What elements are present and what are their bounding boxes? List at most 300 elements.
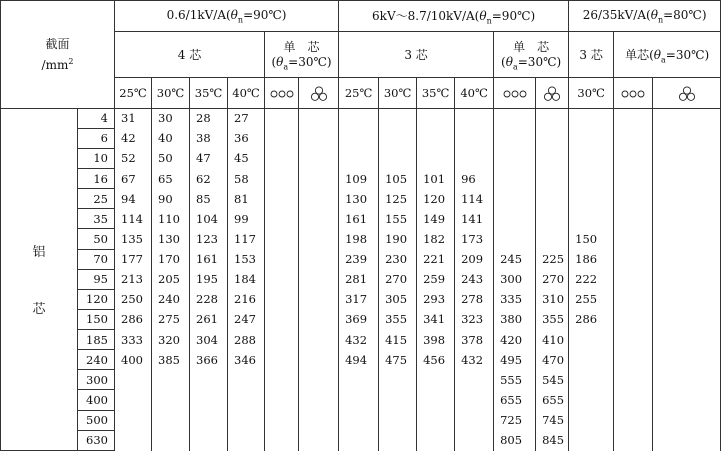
cross-section-size: 35 [78, 209, 115, 229]
table-cell [265, 309, 299, 329]
table-cell [569, 410, 614, 430]
g3-prefix: 26/35kV/A( [582, 7, 651, 22]
table-cell: 28 [190, 108, 228, 128]
table-cell: 270 [379, 269, 417, 289]
table-cell [653, 370, 721, 390]
table-cell [417, 390, 455, 410]
table-cell: 293 [417, 289, 455, 309]
table-cell: 155 [379, 209, 417, 229]
table-cell [569, 148, 614, 168]
table-cell [115, 370, 152, 390]
g3-suffix: =80℃) [663, 7, 707, 22]
table-cell [536, 148, 569, 168]
corner-section-label: 截面 [45, 36, 70, 51]
table-cell: 52 [115, 148, 152, 168]
table-cell [536, 108, 569, 128]
table-cell [379, 410, 417, 430]
table-cell [339, 108, 379, 128]
table-cell: 805 [494, 430, 536, 450]
table-cell: 415 [379, 330, 417, 350]
table-cell [653, 390, 721, 410]
table-cell [614, 330, 653, 350]
table-cell: 135 [115, 229, 152, 249]
table-cell: 286 [115, 309, 152, 329]
table-cell [455, 390, 494, 410]
table-cell: 153 [228, 249, 265, 269]
table-cell: 745 [536, 410, 569, 430]
table-cell: 85 [190, 189, 228, 209]
trefoil-formation-icon [653, 78, 721, 108]
table-cell [299, 229, 339, 249]
table-row [1, 209, 721, 229]
table-cell: 114 [115, 209, 152, 229]
table-cell [299, 209, 339, 229]
table-cell: 335 [494, 289, 536, 309]
table-cell [653, 269, 721, 289]
cross-section-size: 16 [78, 168, 115, 188]
table-cell: 195 [190, 269, 228, 289]
table-cell [299, 430, 339, 450]
table-cell [614, 168, 653, 188]
table-cell: 42 [115, 128, 152, 148]
table-cell: 65 [152, 168, 190, 188]
table-cell [614, 229, 653, 249]
table-cell [339, 410, 379, 430]
g2-prefix: 6kV～8.7/10kV/A( [372, 8, 480, 23]
cross-section-size: 120 [78, 289, 115, 309]
table-cell: 190 [379, 229, 417, 249]
table-cell [265, 229, 299, 249]
table-row [1, 128, 721, 148]
table-cell [494, 189, 536, 209]
table-cell [299, 370, 339, 390]
header-three-core-g3: 3 芯 [569, 32, 614, 78]
table-cell: 101 [417, 168, 455, 188]
flat-formation-icon [494, 78, 536, 108]
table-cell [265, 390, 299, 410]
g2-single-paren-post: =30℃) [517, 55, 562, 70]
g1-suffix: =90℃) [243, 7, 287, 22]
table-cell [455, 148, 494, 168]
header-single-core-g1 [265, 32, 339, 78]
table-cell: 300 [494, 269, 536, 289]
table-cell: 221 [417, 249, 455, 269]
table-cell [494, 168, 536, 188]
table-row [1, 249, 721, 269]
g3-single-sub: a [661, 54, 666, 64]
table-cell [265, 189, 299, 209]
table-cell: 228 [190, 289, 228, 309]
temp-g2-35: 35℃ [417, 78, 455, 108]
header-group-35kv [569, 1, 721, 32]
table-cell: 432 [455, 350, 494, 370]
table-cell: 725 [494, 410, 536, 430]
table-cell [614, 128, 653, 148]
header-group-10kv [339, 1, 569, 32]
table-cell: 555 [494, 370, 536, 390]
table-cell [569, 108, 614, 128]
table-cell: 333 [115, 330, 152, 350]
table-cell [653, 229, 721, 249]
g1-prefix: 0.6/1kV/A( [166, 7, 231, 22]
g3-single-theta: θ [653, 47, 662, 62]
cross-section-size: 630 [78, 430, 115, 450]
table-cell: 286 [569, 309, 614, 329]
table-cell [299, 330, 339, 350]
table-cell: 278 [455, 289, 494, 309]
table-cell [379, 108, 417, 128]
table-cell [653, 350, 721, 370]
table-cell: 369 [339, 309, 379, 329]
table-cell: 105 [379, 168, 417, 188]
table-cell: 288 [228, 330, 265, 350]
table-cell [653, 309, 721, 329]
table-cell: 67 [115, 168, 152, 188]
table-cell [379, 430, 417, 450]
table-row [1, 108, 721, 128]
g3-theta: θ [650, 7, 658, 22]
table-row [1, 330, 721, 350]
cross-section-size: 70 [78, 249, 115, 269]
table-cell [455, 410, 494, 430]
table-cell [569, 128, 614, 148]
cross-section-size: 4 [78, 108, 115, 128]
table-cell: 117 [228, 229, 265, 249]
corner-unit-label: /mm [41, 57, 69, 72]
table-cell: 141 [455, 209, 494, 229]
table-cell: 36 [228, 128, 265, 148]
table-cell [152, 430, 190, 450]
table-row [1, 148, 721, 168]
table-cell: 432 [339, 330, 379, 350]
table-cell [494, 148, 536, 168]
table-cell [265, 370, 299, 390]
table-cell: 209 [455, 249, 494, 269]
table-cell: 304 [190, 330, 228, 350]
table-cell [265, 108, 299, 128]
g2-single-title: 单 芯 [513, 40, 550, 55]
table-cell [228, 430, 265, 450]
table-cell: 110 [152, 209, 190, 229]
table-cell: 456 [417, 350, 455, 370]
g2-single-paren-pre: ( [501, 55, 506, 70]
table-cell [417, 410, 455, 430]
table-cell [379, 390, 417, 410]
header-four-core: 4 芯 [115, 32, 265, 78]
table-cell: 420 [494, 330, 536, 350]
table-cell: 259 [417, 269, 455, 289]
g2-sub: n [486, 16, 492, 26]
temp-g3-30: 30℃ [569, 78, 614, 108]
table-cell: 114 [455, 189, 494, 209]
table-cell [379, 148, 417, 168]
table-cell: 380 [494, 309, 536, 329]
cross-section-size: 300 [78, 370, 115, 390]
table-cell [569, 189, 614, 209]
table-cell [228, 410, 265, 430]
table-cell: 320 [152, 330, 190, 350]
table-cell [536, 209, 569, 229]
table-cell [536, 168, 569, 188]
g2-suffix: =90℃) [491, 8, 536, 23]
temp-g1-40: 40℃ [228, 78, 265, 108]
temp-g1-30: 30℃ [152, 78, 190, 108]
table-cell [299, 390, 339, 410]
table-cell: 104 [190, 209, 228, 229]
table-cell [569, 370, 614, 390]
table-cell [569, 430, 614, 450]
table-cell [299, 309, 339, 329]
table-cell [265, 148, 299, 168]
table-cell [379, 128, 417, 148]
table-row [1, 229, 721, 249]
material-label [1, 108, 78, 450]
cross-section-size: 500 [78, 410, 115, 430]
temp-g1-25: 25℃ [115, 78, 152, 108]
table-cell [265, 249, 299, 269]
table-cell [417, 430, 455, 450]
flat-formation-icon [614, 78, 653, 108]
table-row [1, 309, 721, 329]
table-cell: 81 [228, 189, 265, 209]
temp-g1-35: 35℃ [190, 78, 228, 108]
table-cell [299, 108, 339, 128]
table-cell: 173 [455, 229, 494, 249]
table-cell: 90 [152, 189, 190, 209]
g1-sub: n [237, 15, 244, 25]
table-cell [653, 128, 721, 148]
table-cell [339, 390, 379, 410]
table-cell: 109 [339, 168, 379, 188]
table-cell: 62 [190, 168, 228, 188]
temp-g2-25: 25℃ [339, 78, 379, 108]
table-cell [115, 430, 152, 450]
table-cell: 398 [417, 330, 455, 350]
table-cell: 410 [536, 330, 569, 350]
table-cell [417, 128, 455, 148]
flat-formation-icon [265, 78, 299, 108]
table-cell [614, 410, 653, 430]
table-cell [614, 370, 653, 390]
table-cell [299, 289, 339, 309]
table-cell [299, 410, 339, 430]
table-cell [614, 309, 653, 329]
table-cell: 346 [228, 350, 265, 370]
table-cell [569, 168, 614, 188]
table-cell [455, 370, 494, 390]
table-cell: 213 [115, 269, 152, 289]
table-cell [265, 330, 299, 350]
g1-single-paren-pre: ( [271, 55, 277, 70]
table-cell: 305 [379, 289, 417, 309]
table-cell: 186 [569, 249, 614, 269]
table-cell: 170 [152, 249, 190, 269]
material-label-bottom: 芯 [32, 302, 46, 318]
table-cell [339, 370, 379, 390]
table-cell: 120 [417, 189, 455, 209]
table-cell [494, 108, 536, 128]
table-cell [569, 209, 614, 229]
table-cell [299, 148, 339, 168]
table-cell [653, 108, 721, 128]
table-cell [339, 430, 379, 450]
table-cell [569, 330, 614, 350]
header-corner [1, 1, 115, 109]
table-cell: 366 [190, 350, 228, 370]
table-cell: 545 [536, 370, 569, 390]
table-cell [536, 128, 569, 148]
table-cell: 317 [339, 289, 379, 309]
table-cell: 47 [190, 148, 228, 168]
table-cell: 150 [569, 229, 614, 249]
table-row [1, 168, 721, 188]
corner-unit-sup: 2 [68, 56, 74, 66]
table-cell [417, 370, 455, 390]
g1-single-theta: θ [276, 55, 284, 70]
table-cell: 30 [152, 108, 190, 128]
g3-single-post: =30℃) [665, 47, 710, 62]
table-cell: 341 [417, 309, 455, 329]
table-cell [569, 390, 614, 410]
table-cell: 94 [115, 189, 152, 209]
table-cell [265, 209, 299, 229]
table-cell [299, 269, 339, 289]
table-row [1, 390, 721, 410]
table-cell [455, 128, 494, 148]
table-cell [653, 289, 721, 309]
cross-section-size: 240 [78, 350, 115, 370]
table-cell [339, 128, 379, 148]
table-cell [265, 128, 299, 148]
table-cell: 310 [536, 289, 569, 309]
table-cell: 281 [339, 269, 379, 289]
table-cell: 198 [339, 229, 379, 249]
table-cell [653, 330, 721, 350]
table-cell: 385 [152, 350, 190, 370]
table-row [1, 289, 721, 309]
header-group-1kv [115, 1, 339, 32]
trefoil-formation-icon [299, 78, 339, 108]
table-cell [536, 189, 569, 209]
table-cell [653, 430, 721, 450]
g3-single-pre: 单芯( [625, 47, 654, 62]
table-cell: 845 [536, 430, 569, 450]
table-cell [265, 168, 299, 188]
table-cell [653, 249, 721, 269]
table-cell: 27 [228, 108, 265, 128]
table-cell: 355 [379, 309, 417, 329]
table-cell: 222 [569, 269, 614, 289]
g1-theta: θ [230, 7, 238, 22]
cross-section-size: 400 [78, 390, 115, 410]
table-cell: 99 [228, 209, 265, 229]
g2-single-theta: θ [505, 55, 513, 70]
table-cell [417, 148, 455, 168]
table-cell [265, 269, 299, 289]
table-cell: 130 [152, 229, 190, 249]
cross-section-size: 6 [78, 128, 115, 148]
table-cell [299, 128, 339, 148]
table-cell: 655 [494, 390, 536, 410]
table-cell [152, 410, 190, 430]
cross-section-size: 150 [78, 309, 115, 329]
table-cell: 250 [115, 289, 152, 309]
table-cell [417, 108, 455, 128]
table-cell [614, 148, 653, 168]
table-cell [614, 108, 653, 128]
table-cell: 355 [536, 309, 569, 329]
table-cell: 275 [152, 309, 190, 329]
material-label-top: 铝 [32, 245, 46, 261]
cross-section-size: 185 [78, 330, 115, 350]
cross-section-size: 50 [78, 229, 115, 249]
g2-theta: θ [479, 8, 487, 23]
table-cell [494, 229, 536, 249]
table-cell: 130 [339, 189, 379, 209]
table-cell [152, 390, 190, 410]
table-row [1, 370, 721, 390]
table-cell: 400 [115, 350, 152, 370]
table-cell: 378 [455, 330, 494, 350]
table-cell [614, 289, 653, 309]
table-cell: 655 [536, 390, 569, 410]
table-cell: 177 [115, 249, 152, 269]
table-cell: 149 [417, 209, 455, 229]
table-cell [299, 249, 339, 269]
table-cell: 184 [228, 269, 265, 289]
table-cell [265, 289, 299, 309]
trefoil-formation-icon [536, 78, 569, 108]
table-cell [494, 128, 536, 148]
table-cell: 239 [339, 249, 379, 269]
table-cell [614, 249, 653, 269]
table-cell: 230 [379, 249, 417, 269]
cross-section-size: 25 [78, 189, 115, 209]
table-cell: 125 [379, 189, 417, 209]
temp-g2-30: 30℃ [379, 78, 417, 108]
table-cell [653, 148, 721, 168]
table-cell [569, 350, 614, 370]
header-three-core: 3 芯 [339, 32, 494, 78]
table-cell: 470 [536, 350, 569, 370]
table-cell: 123 [190, 229, 228, 249]
table-body [1, 108, 721, 450]
table-cell [379, 370, 417, 390]
table-cell [653, 189, 721, 209]
g1-single-sub: a [283, 62, 289, 72]
temp-g2-40: 40℃ [455, 78, 494, 108]
cross-section-size: 10 [78, 148, 115, 168]
table-cell: 216 [228, 289, 265, 309]
table-cell: 255 [569, 289, 614, 309]
table-cell [190, 410, 228, 430]
table-cell [152, 370, 190, 390]
table-cell [190, 430, 228, 450]
table-cell: 161 [339, 209, 379, 229]
table-row [1, 350, 721, 370]
table-cell [339, 148, 379, 168]
table-cell [299, 189, 339, 209]
table-cell: 225 [536, 249, 569, 269]
table-row [1, 269, 721, 289]
table-cell [265, 350, 299, 370]
table-cell: 247 [228, 309, 265, 329]
table-cell [228, 390, 265, 410]
g1-single-paren-post: =30℃) [288, 55, 332, 70]
g2-single-sub: a [512, 62, 518, 72]
table-cell [228, 370, 265, 390]
table-cell [265, 410, 299, 430]
